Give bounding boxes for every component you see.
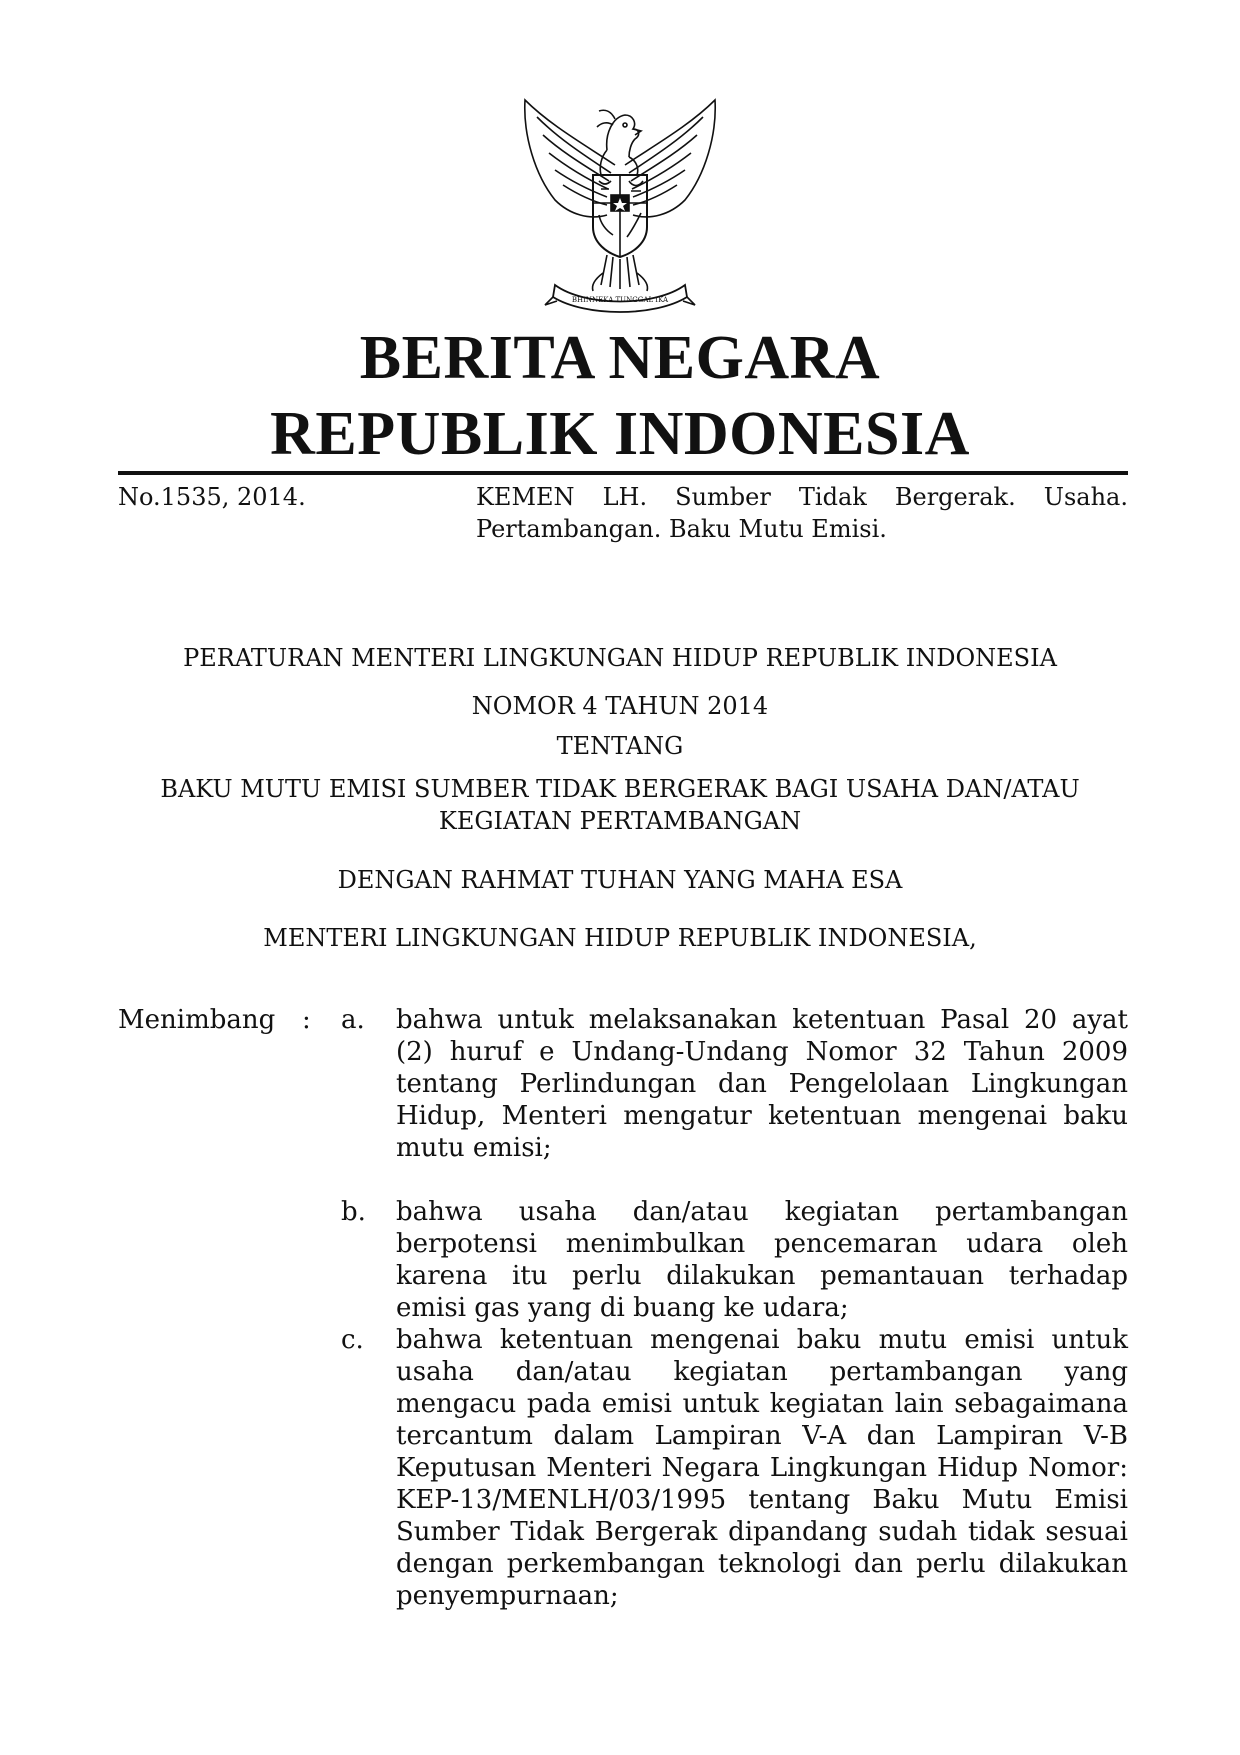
consideration-letter: c.: [341, 1325, 364, 1355]
regulation-issuer: PERATURAN MENTERI LINGKUNGAN HIDUP REPUBLIK INDONESIA: [183, 644, 1057, 672]
considerations-label: Menimbang: [118, 1005, 276, 1035]
issue-subject-line: KEMEN LH. Sumber Tidak Bergerak. Usaha.: [476, 483, 1128, 511]
consideration-line: KEP-13/MENLH/03/1995 tentang Baku Mutu Emisi: [396, 1485, 1128, 1515]
masthead-rule: [118, 471, 1128, 475]
regulation-number: NOMOR 4 TAHUN 2014: [471, 692, 769, 720]
regulation-invocation: DENGAN RAHMAT TUHAN YANG MAHA ESA: [337, 866, 903, 894]
issue-subject: [476, 481, 1128, 545]
regulation-subject-line: KEGIATAN PERTAMBANGAN: [438, 807, 802, 835]
consideration-letter: a.: [341, 1005, 365, 1035]
consideration-line: berpotensi menimbulkan pencemaran udara oleh: [396, 1229, 1128, 1259]
consideration-item-b: [396, 1196, 1128, 1324]
regulation-subject-line: BAKU MUTU EMISI SUMBER TIDAK BERGERAK BAGI USAHA DAN/ATAU: [160, 775, 1080, 803]
consideration-line: penyempurnaan;: [396, 1581, 619, 1611]
consideration-line: bahwa untuk melaksanakan ketentuan Pasal 20 ayat: [396, 1005, 1128, 1035]
regulation-about: TENTANG: [556, 732, 684, 760]
consideration-line: bahwa ketentuan mengenai baku mutu emisi untuk: [396, 1325, 1128, 1355]
emblem-motto: BHINNEKA TUNGGAL IKA: [571, 296, 669, 304]
consideration-line: emisi gas yang di buang ke udara;: [396, 1293, 849, 1323]
consideration-line: mutu emisi;: [396, 1133, 552, 1163]
masthead-title-line1: BERITA NEGARA: [359, 324, 881, 392]
consideration-line: usaha dan/atau kegiatan pertambangan yang: [396, 1357, 1128, 1387]
consideration-item-a: [396, 1004, 1128, 1164]
garuda-emblem-icon: [515, 95, 725, 315]
consideration-line: dengan perkembangan teknologi dan perlu dilakukan: [396, 1549, 1128, 1579]
consideration-line: bahwa usaha dan/atau kegiatan pertambangan: [396, 1197, 1128, 1227]
considerations-colon: :: [302, 1005, 311, 1035]
consideration-line: Sumber Tidak Bergerak dipandang sudah tidak sesuai: [396, 1517, 1128, 1547]
consideration-line: mengacu pada emisi untuk kegiatan lain sebagaimana: [396, 1389, 1128, 1419]
issue-subject-line: Pertambangan. Baku Mutu Emisi.: [476, 515, 887, 543]
consideration-line: tentang Perlindungan dan Pengelolaan Lingkungan: [396, 1069, 1128, 1099]
masthead-title-line2: REPUBLIK INDONESIA: [270, 400, 970, 468]
issue-number: No.1535, 2014.: [118, 483, 306, 511]
regulation-authority: MENTERI LINGKUNGAN HIDUP REPUBLIK INDONESIA,: [263, 924, 977, 952]
consideration-line: (2) huruf e Undang-Undang Nomor 32 Tahun 2009: [396, 1037, 1128, 1067]
consideration-line: Hidup, Menteri mengatur ketentuan mengenai baku: [396, 1101, 1128, 1131]
consideration-item-c: [396, 1324, 1128, 1612]
consideration-line: Keputusan Menteri Negara Lingkungan Hidup Nomor:: [396, 1453, 1128, 1483]
consideration-line: karena itu perlu dilakukan pemantauan terhadap: [396, 1261, 1128, 1291]
consideration-letter: b.: [341, 1197, 366, 1227]
consideration-line: tercantum dalam Lampiran V-A dan Lampiran V-B: [396, 1421, 1128, 1451]
